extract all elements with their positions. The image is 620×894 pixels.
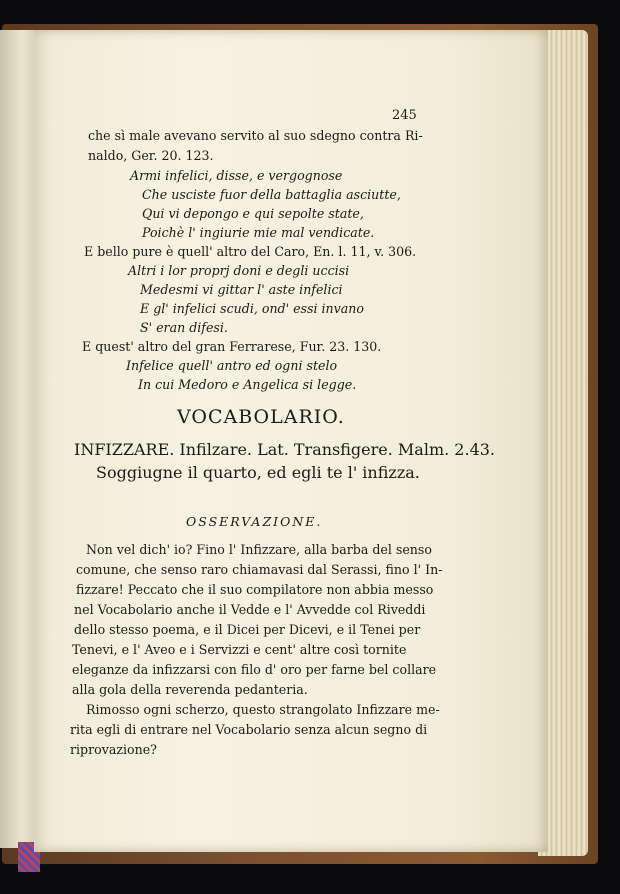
quote1-verse-line-1: Armi infelici, disse, e vergognose — [130, 168, 343, 183]
quote2-verse-line-3: E gl' infelici scudi, ond' essi invano — [140, 301, 364, 316]
entry-example-line: Soggiugne il quarto, ed egli te l' infizza. — [96, 463, 420, 482]
quote3-verse-line-1: Infelice quell' antro ed ogni stelo — [126, 358, 338, 373]
paragraph2-line-2: rita egli di entrare nel Vocabolario senza alcun segno di — [70, 722, 428, 737]
paragraph1-line-6: Tenevi, e l' Aveo e i Servizzi e cent' altre così tornite — [72, 642, 407, 657]
facing-page-edge — [0, 30, 36, 848]
paragraph1-line-4: nel Vocabolario anche il Vedde e l' Avvedde col Riveddi — [74, 602, 426, 617]
quote1-intro-line-1: che sì male avevano servito al suo sdegno contra Ri- — [88, 128, 423, 143]
paragraph1-line-3: fizzare! Peccato che il suo compilatore non abbia messo — [76, 582, 434, 597]
quote1-verse-line-2: Che usciste fuor della battaglia asciutte, — [142, 187, 401, 202]
paragraph1-line-8: alla gola della reverenda pedanteria. — [72, 682, 308, 697]
quote1-verse-line-3: Qui vi depongo e qui sepolte state, — [142, 206, 364, 221]
page-number: 245 — [392, 108, 417, 123]
section-title: VOCABOLARIO. — [177, 406, 345, 428]
paragraph1-line-2: comune, che senso raro chiamavasi dal Serassi, fino l' In- — [76, 562, 443, 577]
quote2-intro: E bello pure è quell' altro del Caro, En. l. 11, v. 306. — [84, 244, 417, 259]
paragraph2-line-3: riprovazione? — [70, 742, 157, 757]
quote2-verse-line-2: Medesmi vi gittar l' aste infelici — [140, 282, 343, 297]
observation-title: OSSERVAZIONE. — [186, 514, 323, 529]
quote1-verse-line-4: Poichè l' ingiurie mie mal vendicate. — [142, 225, 375, 240]
quote1-intro-line-2: naldo, Ger. 20. 123. — [88, 148, 214, 163]
paragraph2-line-1: Rimosso ogni scherzo, questo strangolato Infizzare me- — [86, 702, 440, 717]
quote2-verse-line-4: S' eran difesi. — [140, 320, 228, 335]
quote2-verse-line-1: Altri i lor proprj doni e degli uccisi — [128, 263, 350, 278]
paragraph1-line-7: eleganze da infizzarsi con filo d' oro per farne bel collare — [72, 662, 437, 677]
paragraph1-line-5: dello stesso poema, e il Dicei per Dicevi, e il Tenei per — [74, 622, 421, 637]
quote3-verse-line-2: In cui Medoro e Angelica si legge. — [138, 377, 357, 392]
quote3-intro: E quest' altro del gran Ferrarese, Fur. 23. 130. — [82, 339, 382, 354]
entry-headword-line: INFIZZARE. Infilzare. Lat. Transfigere. Malm. 2.43. — [74, 440, 496, 459]
paragraph1-line-1: Non vel dich' io? Fino l' Infizzare, alla barba del senso — [86, 542, 432, 557]
book-page — [34, 30, 548, 852]
